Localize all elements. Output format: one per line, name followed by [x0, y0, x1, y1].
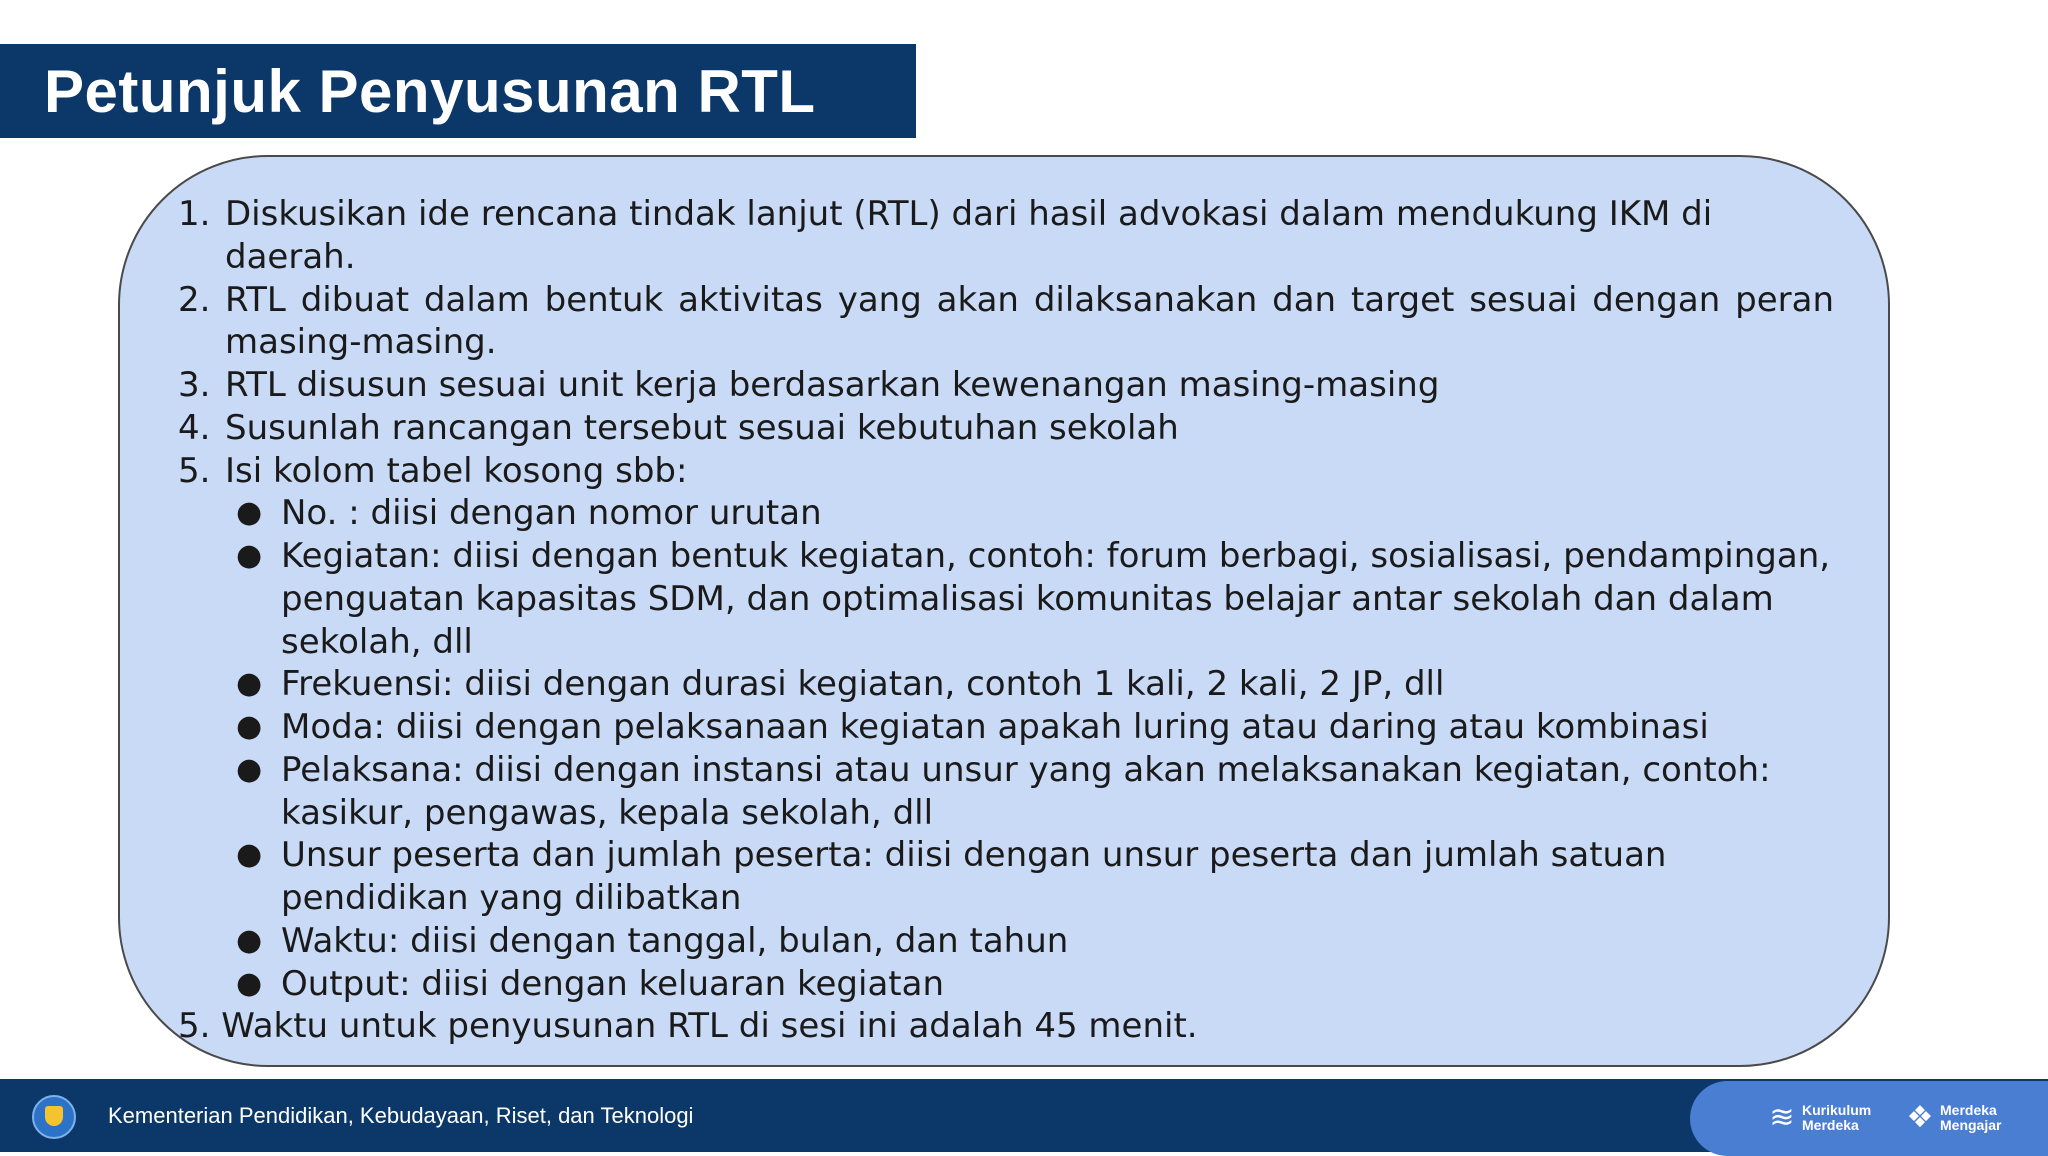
item-text: RTL dibuat dalam bentuk aktivitas yang akan dilaksanakan dan target sesuai dengan peran masing-masing. — [225, 279, 1834, 363]
bullet-icon: ● — [236, 538, 263, 573]
ministry-logo-icon — [32, 1095, 76, 1139]
brand-line: Mengajar — [1940, 1117, 2002, 1133]
kurikulum-merdeka-icon: ≋ — [1769, 1100, 1795, 1135]
bullet-text: Unsur peserta dan jumlah peserta: diisi dengan unsur peserta dan jumlah satuan pendidikan yang dilibatkan — [281, 835, 1667, 918]
item-number: 2. — [178, 279, 211, 320]
final-item-text: 5. Waktu untuk penyusunan RTL di sesi ini adalah 45 menit. — [178, 1006, 1198, 1047]
bullet-text: No. : diisi dengan nomor urutan — [281, 493, 822, 534]
ministry-name: Kementerian Pendidikan, Kebudayaan, Riset, dan Teknologi — [108, 1103, 694, 1128]
bullet-icon: ● — [236, 751, 263, 787]
bullet-item — [178, 492, 1834, 535]
bullet-icon: ● — [236, 495, 263, 531]
list-item — [178, 450, 1834, 493]
bullet-text: Output: diisi dengan keluaran kegiatan — [281, 963, 944, 1004]
bullet-text: Kegiatan: diisi dengan bentuk kegiatan, contoh: forum berbagi, sosialisasi, pendampingan, penguatan kapasitas SDM, dan optimalisasi komunitas belajar antar sekolah dan dalam sekolah, dll — [281, 536, 1831, 662]
item-text: Isi kolom tabel kosong sbb: — [225, 450, 688, 491]
bullet-icon: ● — [236, 837, 263, 873]
item-text: RTL disusun sesuai unit kerja berdasarkan kewenangan masing-masing — [225, 365, 1440, 405]
item-text: Diskusikan ide rencana tindak lanjut (RTL) dari hasil advokasi dalam mendukung IKM di daerah. — [225, 194, 1713, 277]
bullet-icon: ● — [236, 965, 263, 1001]
slide-title: Petunjuk Penyusunan RTL — [44, 57, 816, 125]
item-text: Susunlah rancangan tersebut sesuai kebutuhan sekolah — [225, 407, 1179, 448]
merdeka-mengajar-logo — [1906, 1101, 2001, 1135]
bullet-text: Waktu: diisi dengan tanggal, bulan, dan tahun — [281, 920, 1069, 961]
item-number: 4. — [178, 407, 211, 448]
bullet-item — [178, 749, 1834, 835]
bullet-item — [178, 834, 1834, 920]
final-list-item — [178, 1005, 1834, 1048]
title-banner — [0, 44, 916, 138]
bullet-item — [178, 663, 1834, 706]
list-item — [178, 193, 1834, 279]
bullet-item — [178, 706, 1834, 749]
footer-bar — [0, 1079, 2048, 1152]
bullet-text: Pelaksana: diisi dengan instansi atau unsur yang akan melaksanakan kegiatan, contoh: kasikur, pengawas, kepala sekolah, dll — [281, 749, 1771, 833]
bullet-icon: ● — [236, 922, 263, 958]
brand-line: Merdeka — [1940, 1102, 1997, 1118]
list-item — [178, 279, 1834, 365]
bullet-item — [178, 920, 1834, 963]
kurikulum-merdeka-logo — [1768, 1101, 1871, 1135]
list-item — [178, 364, 1834, 407]
instructions-list — [178, 193, 1834, 1048]
item-number: 1. — [178, 194, 211, 234]
bullet-icon: ● — [236, 666, 263, 702]
brand-line: Kurikulum — [1802, 1102, 1872, 1118]
footer-brand-pill — [1690, 1081, 2048, 1156]
merdeka-mengajar-icon: ❖ — [1906, 1100, 1934, 1135]
bullet-text: Frekuensi: diisi dengan durasi kegiatan, contoh 1 kali, 2 kali, 2 JP, dll — [281, 664, 1445, 705]
bullet-item — [178, 535, 1834, 663]
bullet-item — [178, 963, 1834, 1006]
item-number: 5. — [178, 450, 211, 491]
bullet-text: Moda: diisi dengan pelaksanaan kegiatan apakah luring atau daring atau kombinasi — [281, 707, 1709, 747]
item-number: 3. — [178, 365, 211, 405]
list-item — [178, 407, 1834, 450]
brand-line: Merdeka — [1802, 1117, 1859, 1133]
bullet-icon: ● — [236, 709, 263, 744]
